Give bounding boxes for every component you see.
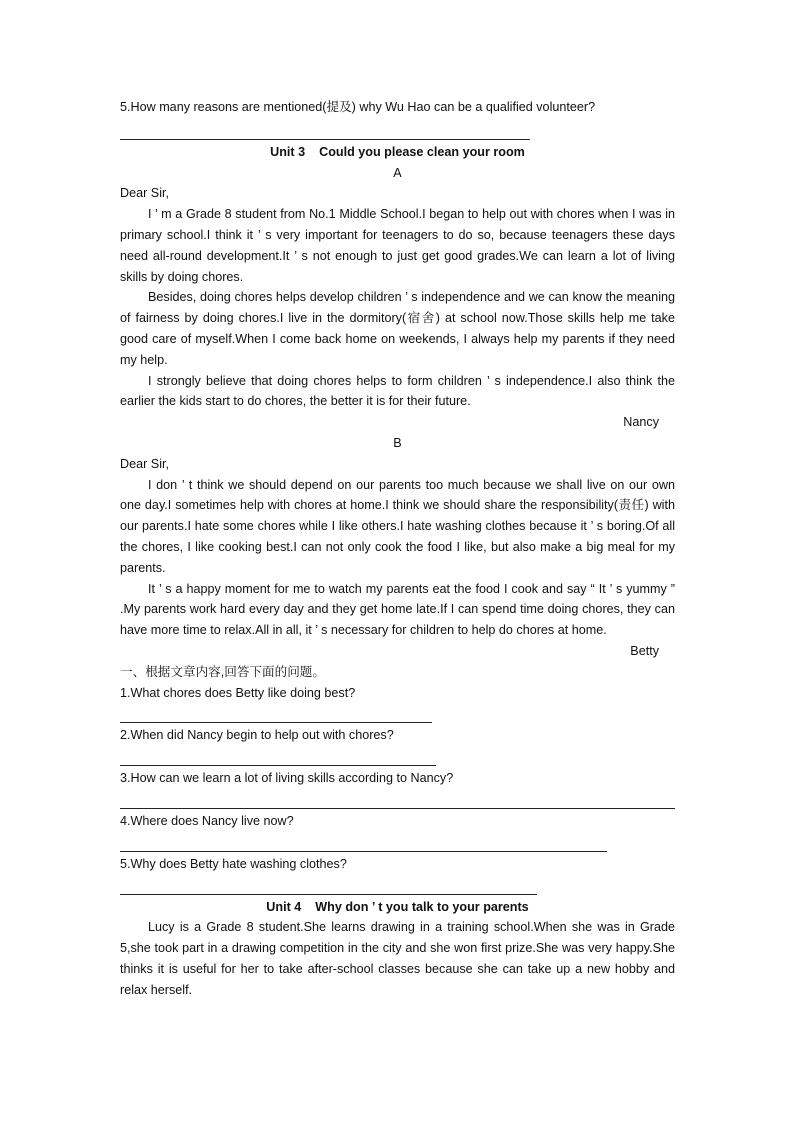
unit4-title: Unit 4 Why don ’ t you talk to your parents [266,899,529,914]
passage-a-label: A [393,165,402,180]
letter-b-signature: Betty [630,643,659,658]
letter-a-paragraph: Besides, doing chores helps develop children ’ s independence and we can know the meaning of fairness by doing chores.I live in the dormitory(宿舍) at school now.Those skills help me take good care of myself.When I come back home on weekends, I always help my parents if they need my help. [120,290,675,367]
question-wu-hao: 5.How many reasons are mentioned(提及) why Wu Hao can be a qualified volunteer? [120,100,596,114]
letter-b-paragraph: I don ’ t think we should depend on our parents too much because we shall live on our own one day.I sometimes help with chores at home.I think we should share the responsibility(责任) with our parents.I hate some chores while I like others.I hate washing clothes because it ’ s boring.Of all the chores, I like cooking best.I can not only cook the food I like, but also make a big meal for my parents. [120,477,675,575]
answer-line-5 [120,875,537,895]
answer-line-4 [120,832,607,852]
answer-line [120,120,530,140]
question-3: 3.How can we learn a lot of living skills according to Nancy? [120,771,454,786]
letter-a-greeting: Dear Sir, [120,186,169,201]
unit4-paragraph: Lucy is a Grade 8 student.She learns drawing in a training school.When she was in Grade 5,she took part in a drawing competition in the city and she won first prize.She was very happy.She thinks it is useful for her to take after-school classes because she can take up a new hobby and relax herself. [120,920,675,997]
letter-b-greeting: Dear Sir, [120,456,169,471]
answer-line-1 [120,703,432,723]
question-4: 4.Where does Nancy live now? [120,813,294,828]
unit3-title: Unit 3 Could you please clean your room [270,144,525,159]
passage-b-label: B [393,435,402,450]
answer-line-2 [120,746,436,766]
letter-a-paragraph: I ’ m a Grade 8 student from No.1 Middle School.I began to help out with chores when I was in primary school.I think it ’ s very important for teenagers to do so, because teenagers these days need all-round development.It ’ s not enough to just get good grades.We can learn a lot of living skills by doing chores. [120,207,675,284]
question-2: 2.When did Nancy begin to help out with chores? [120,728,394,743]
worksheet-page [120,97,675,1000]
question-5: 5.Why does Betty hate washing clothes? [120,856,347,871]
letter-a-signature: Nancy [623,415,659,430]
answer-line-3 [120,789,675,809]
letter-b-paragraph: It ’ s a happy moment for me to watch my parents eat the food I cook and say “ It ’ s yummy ” .My parents work hard every day and they get home late.If I can spend time doing chores, they can have more time to relax.All in all, it ’ s necessary for children to help do chores at home. [120,581,675,638]
question-1: 1.What chores does Betty like doing best? [120,685,356,700]
letter-a-paragraph: I strongly believe that doing chores helps to form children ’ s independence.I also think the earlier the kids start to do chores, the better it is for their future. [120,373,675,409]
instructions: 一、根据文章内容,回答下面的问题。 [120,664,325,679]
